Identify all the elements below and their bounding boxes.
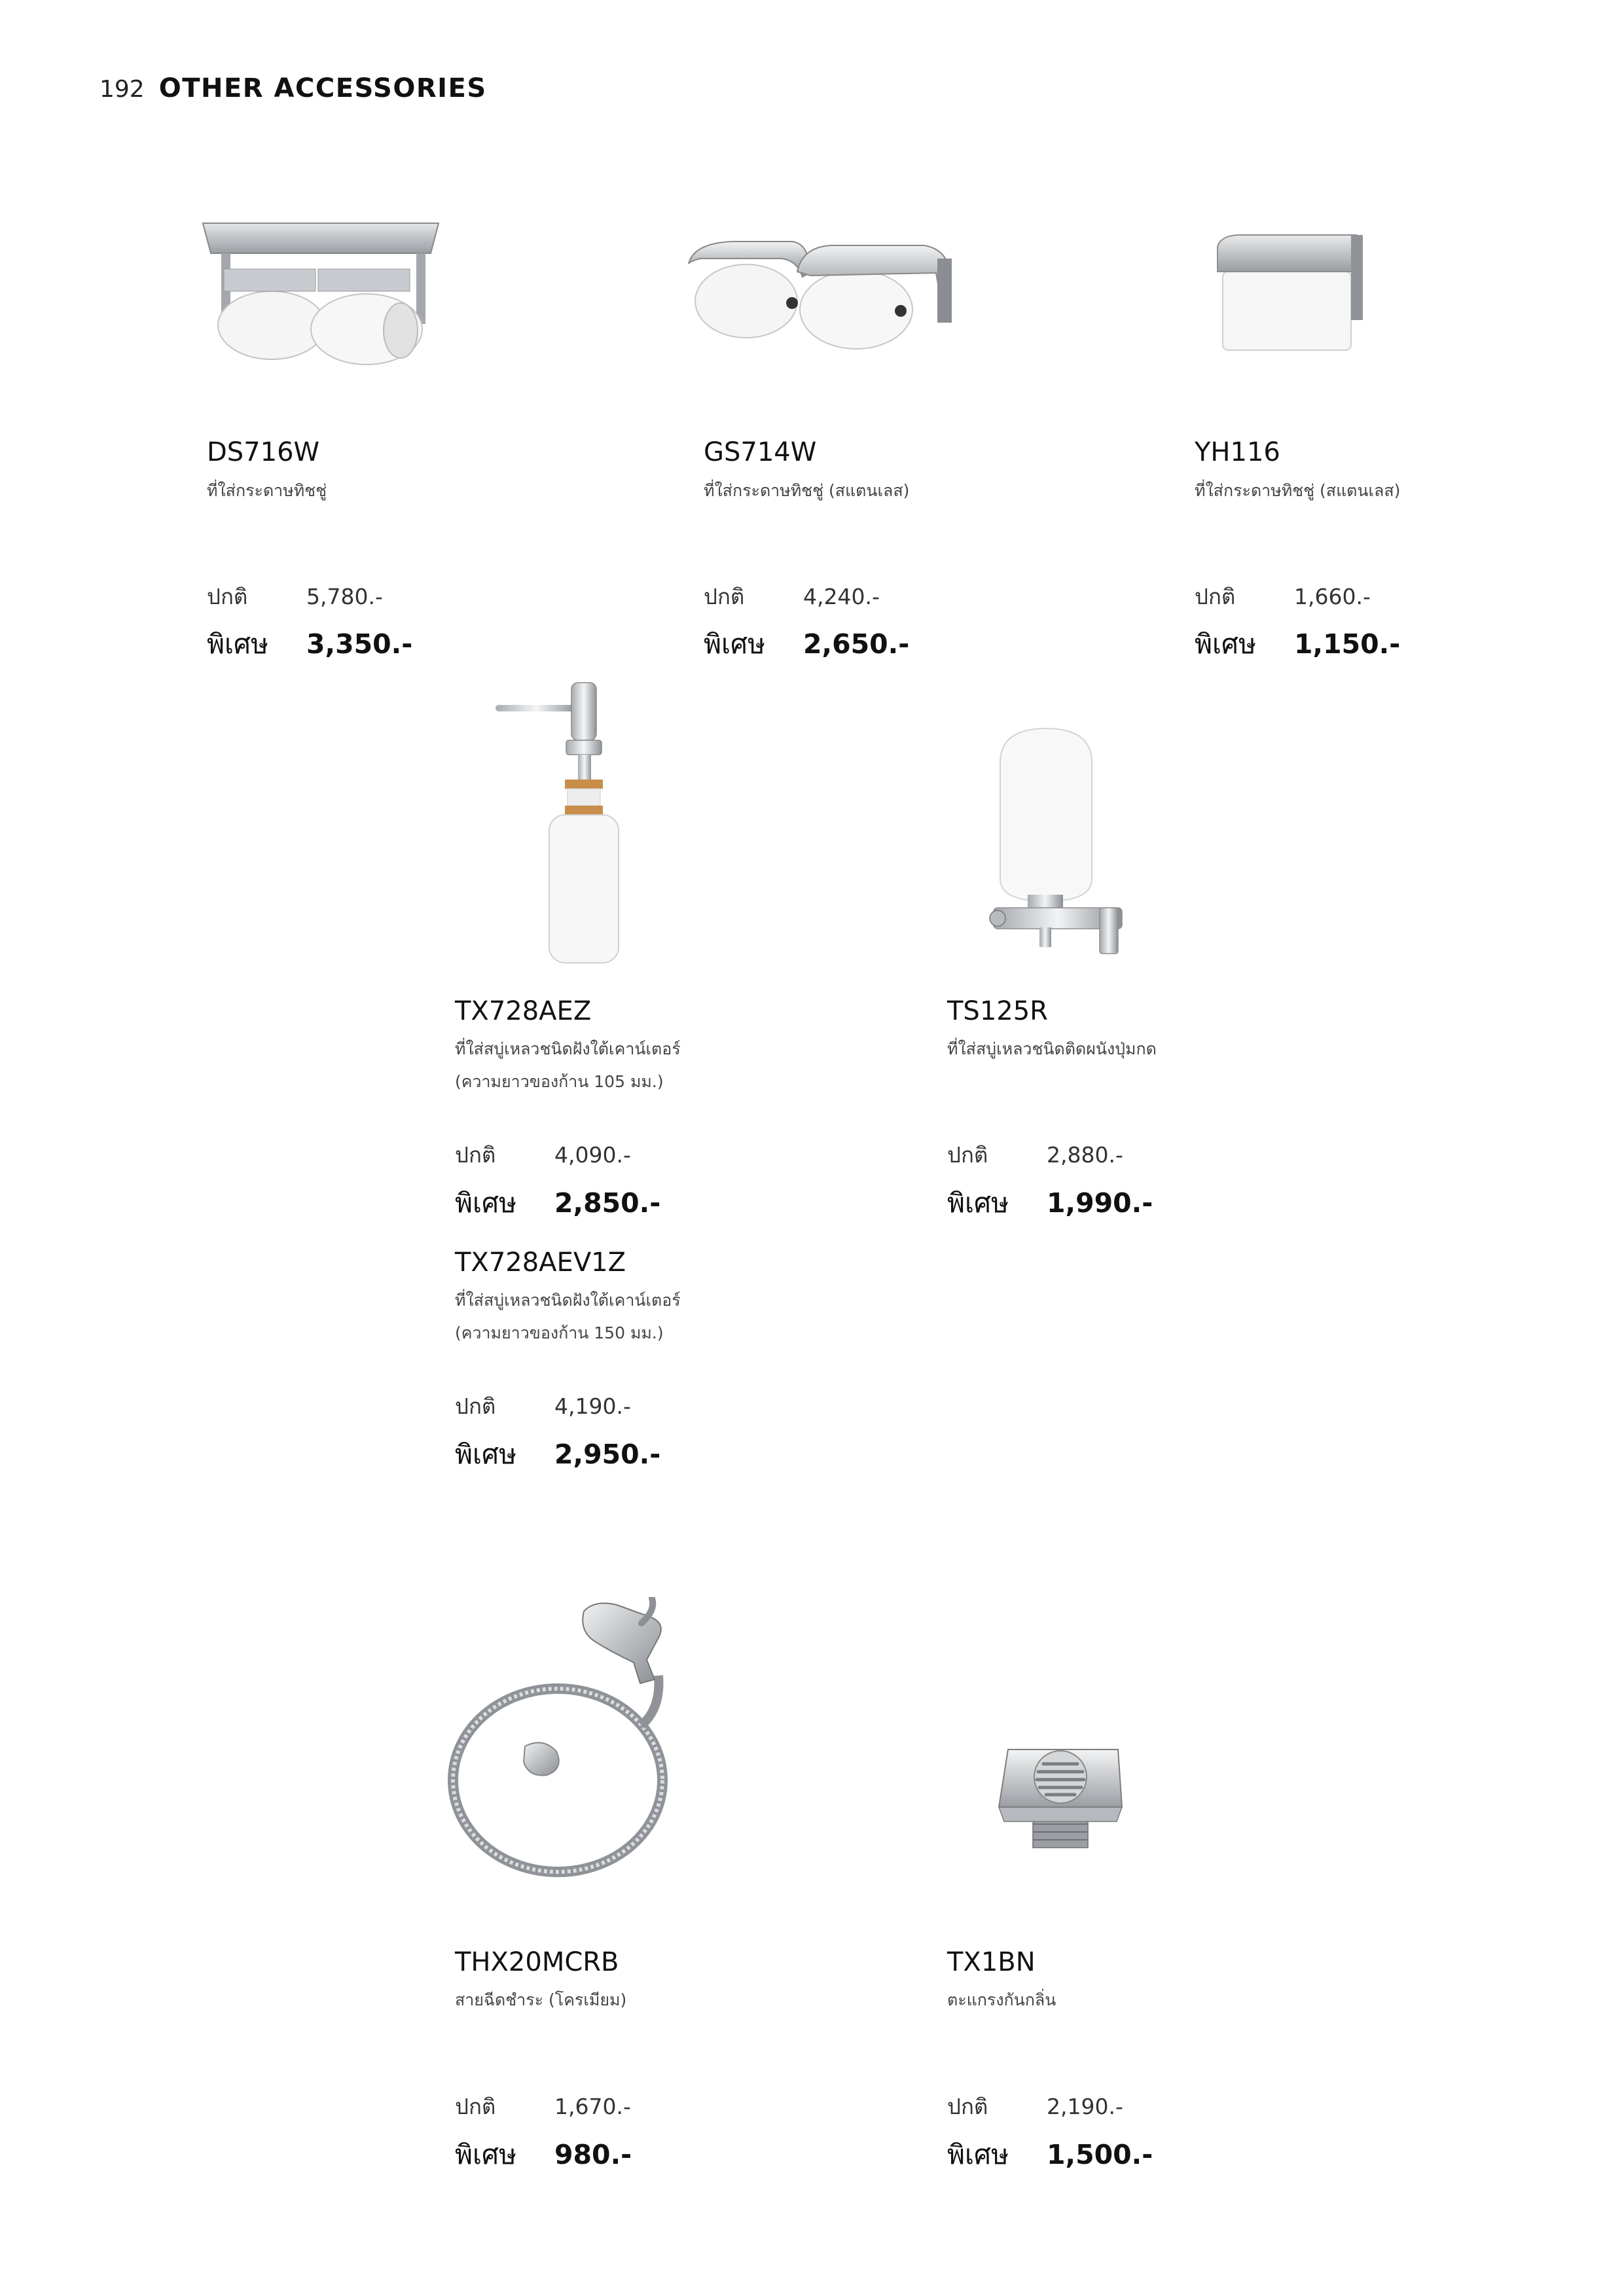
normal-price-row	[455, 1389, 631, 1424]
product-code: TS125R	[947, 996, 1048, 1026]
page-number: 192	[99, 76, 145, 103]
special-price-label: พิเศษ	[704, 628, 766, 660]
normal-price-label: ปกติ	[947, 1142, 988, 1168]
normal-price: 1,660.-	[1294, 584, 1371, 609]
product-description: ที่ใส่กระดาษทิชชู่ (สแตนเลส)	[704, 481, 910, 500]
double-tissue-holder-shelf-icon	[196, 213, 445, 373]
special-price-row	[947, 1182, 1153, 1225]
product-description: (ความยาวของก้าน 150 มม.)	[455, 1323, 664, 1342]
product-description: (ความยาวของก้าน 105 มม.)	[455, 1072, 664, 1091]
special-price-label: พิเศษ	[1195, 628, 1257, 660]
special-price-label: พิเศษ	[947, 2139, 1009, 2170]
product-code: DS716W	[207, 437, 320, 467]
product-code: TX1BN	[947, 1947, 1036, 1977]
hand-spray-hose-icon	[445, 1597, 681, 1885]
special-price: 2,650.-	[803, 628, 910, 660]
normal-price-row	[704, 579, 880, 614]
special-price-row	[455, 1433, 660, 1476]
normal-price: 1,670.-	[554, 2094, 631, 2119]
special-price: 3,350.-	[306, 628, 413, 660]
special-price: 1,990.-	[1047, 1187, 1153, 1219]
special-price: 1,150.-	[1294, 628, 1401, 660]
special-price-label: พิเศษ	[455, 1439, 517, 1470]
product-code: GS714W	[704, 437, 817, 467]
special-price-label: พิเศษ	[947, 1187, 1009, 1219]
page-header	[99, 73, 487, 103]
single-tissue-holder-icon	[1211, 232, 1371, 353]
product-description: ที่ใส่กระดาษทิชชู่ (สแตนเลส)	[1195, 481, 1401, 500]
product-description: สายฉีดชำระ (โครเมียม)	[455, 1990, 627, 2009]
special-price: 2,950.-	[554, 1439, 661, 1470]
double-tissue-holder-stainless-icon	[681, 232, 956, 367]
special-price-row	[1195, 623, 1400, 666]
special-price-label: พิเศษ	[207, 628, 269, 660]
normal-price-row	[455, 1138, 631, 1172]
normal-price-label: ปกติ	[1195, 584, 1236, 609]
product-description: ที่ใส่กระดาษทิชชู่	[207, 481, 327, 500]
floor-drain-grate-icon	[995, 1744, 1126, 1856]
under-counter-soap-dispenser-icon	[494, 677, 625, 965]
normal-price-label: ปกติ	[455, 1393, 496, 1419]
special-price-label: พิเศษ	[455, 2139, 517, 2170]
special-price-row	[455, 1182, 660, 1225]
product-code: YH116	[1195, 437, 1280, 467]
product-code: TX728AEV1Z	[455, 1247, 626, 1278]
normal-price: 4,190.-	[554, 1393, 631, 1419]
product-description: ที่ใส่สบู่เหลวชนิดติดผนังปุ่มกด	[947, 1039, 1157, 1058]
special-price-row	[704, 623, 909, 666]
normal-price-row	[1195, 579, 1371, 614]
wall-soap-dispenser-icon	[975, 723, 1132, 959]
normal-price-label: ปกติ	[455, 2094, 496, 2119]
normal-price-label: ปกติ	[947, 2094, 988, 2119]
special-price-label: พิเศษ	[455, 1187, 517, 1219]
product-description: ที่ใส่สบู่เหลวชนิดฝังใต้เคาน์เตอร์	[455, 1039, 681, 1058]
special-price: 2,850.-	[554, 1187, 661, 1219]
section-title: OTHER ACCESSORIES	[158, 73, 487, 103]
product-code: TX728AEZ	[455, 996, 592, 1026]
special-price-row	[947, 2134, 1153, 2176]
normal-price: 5,780.-	[306, 584, 383, 609]
normal-price: 4,090.-	[554, 1142, 631, 1168]
normal-price-row	[455, 2089, 631, 2124]
normal-price-label: ปกติ	[704, 584, 745, 609]
normal-price-row	[207, 579, 383, 614]
normal-price-label: ปกติ	[207, 584, 248, 609]
normal-price-label: ปกติ	[455, 1142, 496, 1168]
special-price: 980.-	[554, 2139, 632, 2170]
normal-price: 2,880.-	[1047, 1142, 1123, 1168]
special-price-row	[455, 2134, 632, 2176]
normal-price: 4,240.-	[803, 584, 880, 609]
special-price: 1,500.-	[1047, 2139, 1153, 2170]
product-description: ที่ใส่สบู่เหลวชนิดฝังใต้เคาน์เตอร์	[455, 1291, 681, 1310]
normal-price-row	[947, 1138, 1123, 1172]
normal-price-row	[947, 2089, 1123, 2124]
special-price-row	[207, 623, 412, 666]
product-code: THX20MCRB	[455, 1947, 619, 1977]
product-description: ตะแกรงกันกลิ่น	[947, 1990, 1056, 2009]
normal-price: 2,190.-	[1047, 2094, 1123, 2119]
